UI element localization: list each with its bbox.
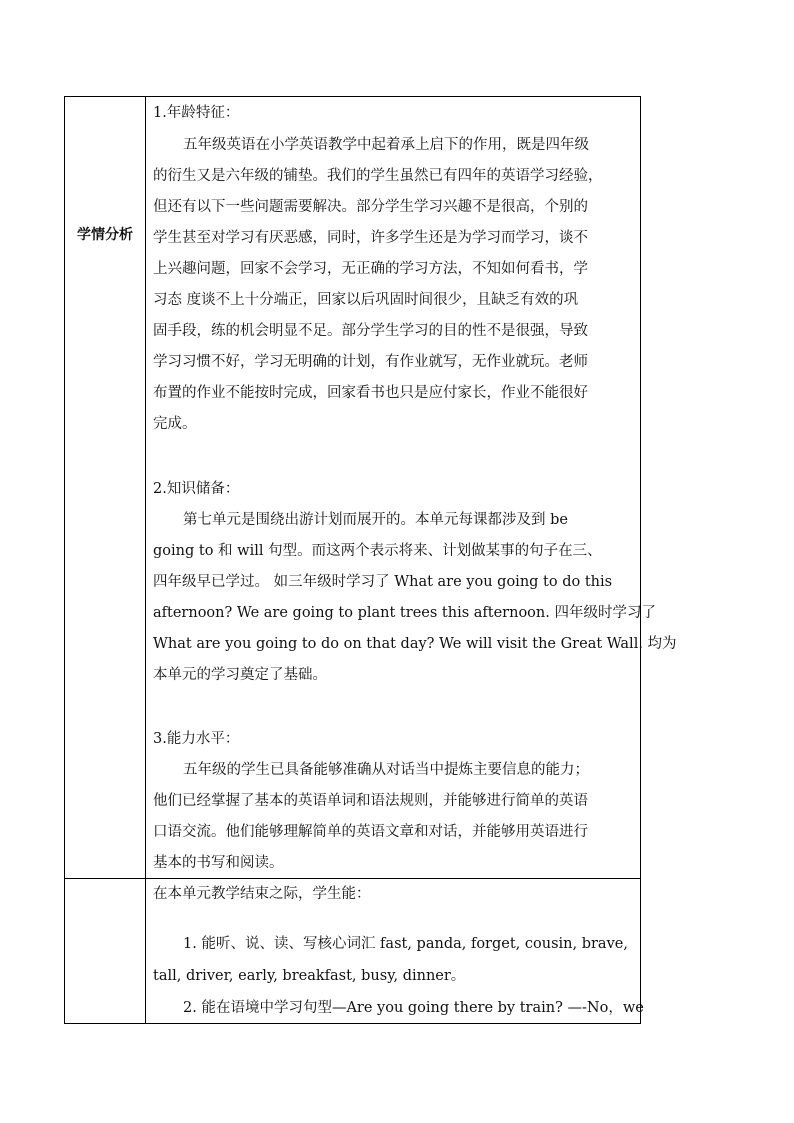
paragraph-line: 他们已经掌握了基本的英语单词和语法规则，并能够进行简单的英语 [153,793,588,809]
paragraph-line: 五年级的学生已具备能够准确从对话当中提炼主要信息的能力； [183,762,589,778]
paragraph-line: 学生甚至对学习有厌恶感，同时，许多学生还是为学习而学习，谈不 [153,230,588,246]
paragraph-line: 学习习惯不好，学习无明确的计划，有作业就写，无作业就玩。老师 [153,354,588,370]
paragraph-line: 固手段，练的机会明显不足。部分学生学习的目的性不是很强，导致 [153,323,588,339]
paragraph-line: 基本的书写和阅读。 [153,855,284,871]
info-table [64,96,677,1024]
objective-item: tall, driver, early, breakfast, busy, dinner。 [153,968,466,984]
row-divider [65,878,640,879]
paragraph-line: 的衍生又是六年级的铺垫。我们的学生虽然已有四年的英语学习经验， [153,168,603,184]
paragraph-line: 口语交流。他们能够理解简单的英语文章和对话，并能够用英语进行 [153,824,588,840]
paragraph-line: 习态 度谈不上十分端正，回家以后巩固时间很少，且缺乏有效的巩 [153,292,579,308]
row-label-student-analysis: 学情分析 [77,227,133,243]
paragraph-line: 但还有以下一些问题需要解决。部分学生学习兴趣不是很高，个别的 [153,199,588,215]
paragraph-line: 布置的作业不能按时完成，回家看书也只是应付家长，作业不能很好 [153,385,588,401]
paragraph-line: 五年级英语在小学英语教学中起着承上启下的作用，既是四年级 [183,137,589,153]
section-heading: 1.年龄特征： [153,105,240,121]
section-heading: 3.能力水平： [153,731,240,747]
paragraph-line: 第七单元是围绕出游计划而展开的。本单元每课都涉及到 be [183,512,568,528]
paragraph-line: 四年级早已学过。 如三年级时学习了 What are you going to do this [153,574,613,590]
paragraph-line: 完成。 [153,416,197,432]
paragraph-line: What are you going to do on that day? We will visit the Great Wall. 均为 [153,636,677,652]
objective-item: 1. 能听、说、读、写核心词汇 fast, panda, forget, cousin, brave, [183,936,628,952]
table-bottom-border [65,1023,640,1024]
paragraph-line: afternoon? We are going to plant trees this afternoon. 四年级时学习了 [153,605,656,621]
paragraph-line: 上兴趣问题，回家不会学习，无正确的学习方法，不知如何看书，学 [153,261,588,277]
objective-item: 2. 能在语境中学习句型—Are you going there by train? —-No，we [183,1000,644,1016]
section-heading: 2.知识储备： [153,481,240,497]
paragraph-line: 本单元的学习奠定了基础。 [153,667,327,683]
objectives-intro: 在本单元教学结束之际，学生能： [153,886,371,902]
paragraph-line: going to 和 will 句型。而这两个表示将来、计划做某事的句子在三、 [153,543,602,559]
column-divider [145,97,146,1024]
